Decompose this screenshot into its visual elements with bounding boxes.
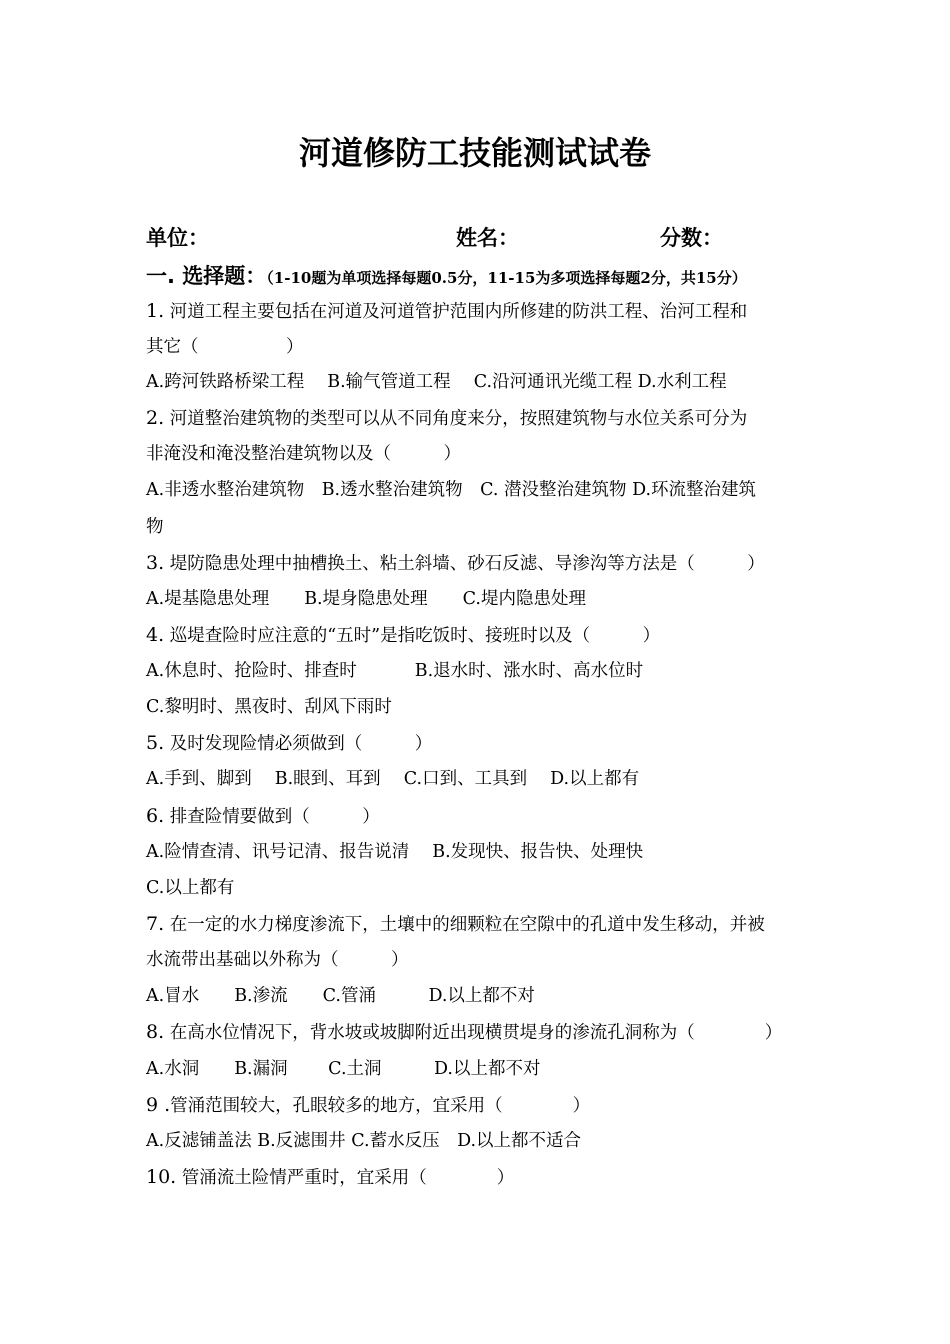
question-options: A.反滤铺盖法 B.反滤围井 C.蓄水反压 D.以上都不适合 (146, 1131, 582, 1151)
question-number: 3. (146, 552, 165, 574)
question-options: A.跨河铁路桥梁工程 B.输气管道工程 C.沿河通讯光缆工程 D.水利工程 (146, 372, 727, 392)
question-1 (146, 298, 747, 325)
question-9 (146, 1092, 590, 1119)
question-number: 1. (146, 300, 165, 322)
question-text: 在一定的水力梯度渗流下，土壤中的细颗粒在空隙中的孔道中发生移动，并被 (169, 915, 765, 935)
question-text: 在高水位情况下，背水坡或坡脚附近出现横贯堤身的渗流孔洞称为（ ） (169, 1023, 783, 1043)
question-number: 6. (146, 805, 165, 827)
question-options: A.堤基隐患处理 B.堤身隐患处理 C.堤内隐患处理 (146, 589, 586, 609)
question-5 (146, 730, 432, 757)
question-options: A.险情查清、讯号记清、报告说清 B.发现快、报告快、处理快 (146, 842, 644, 862)
question-7 (146, 911, 765, 938)
question-options: A.非透水整治建筑物 B.透水整治建筑物 C. 潜没整治建筑物 D.环流整治建筑 (146, 480, 757, 500)
question-options: A.水洞 B.漏洞 C.土洞 D.以上都不对 (146, 1059, 541, 1079)
question-8 (146, 1019, 782, 1046)
question-number: 8. (146, 1021, 165, 1043)
question-number: 9 . (146, 1094, 171, 1116)
question-options-cont: C.黎明时、黑夜时、刮风下雨时 (146, 697, 392, 717)
section-heading-row (146, 260, 747, 290)
question-text: 排查险情要做到（ ） (169, 807, 380, 827)
page-title: 河道修防工技能测试试卷 (298, 134, 651, 172)
question-number: 10. (146, 1166, 177, 1188)
question-text: 管涌流土险情严重时，宜采用（ ） (181, 1168, 515, 1188)
unit-label: 单位： (146, 226, 209, 250)
question-2 (146, 405, 747, 432)
question-options-cont: C.以上都有 (146, 878, 235, 898)
question-options: A.休息时、抢险时、排查时 B.退水时、涨水时、高水位时 (146, 661, 644, 681)
question-text: 巡堤查险时应注意的“五时”是指吃饭时、接班时以及（ ） (169, 626, 661, 646)
section-note: （1-10题为单项选择每题0.5分，11-15为多项选择每题2分，共15分） (266, 269, 747, 287)
question-number: 7. (146, 913, 165, 935)
section-heading: 一. 选择题： (146, 264, 267, 288)
question-text: 河道整治建筑物的类型可以从不同角度来分，按照建筑物与水位关系可分为 (169, 409, 748, 429)
question-text: 河道工程主要包括在河道及河道管护范围内所修建的防洪工程、治河工程和 (169, 302, 748, 322)
question-text: 及时发现险情必须做到（ ） (169, 734, 433, 754)
question-number: 2. (146, 407, 165, 429)
question-number: 4. (146, 624, 165, 646)
question-3 (146, 550, 765, 577)
question-text: 管涌范围较大，孔眼较多的地方，宜采用（ ） (170, 1096, 591, 1116)
question-6 (146, 803, 380, 830)
question-4 (146, 622, 660, 649)
question-text-cont: 非淹没和淹没整治建筑物以及（ ） (146, 444, 461, 464)
question-options: A.手到、脚到 B.眼到、耳到 C.口到、工具到 D.以上都有 (146, 769, 640, 789)
question-text-cont: 水流带出基础以外称为（ ） (146, 950, 409, 970)
question-text: 堤防隐患处理中抽槽换土、粘土斜墙、砂石反滤、导渗沟等方法是（ ） (169, 554, 765, 574)
question-text-cont: 其它（ ） (146, 337, 304, 357)
question-10 (146, 1164, 514, 1191)
question-options-cont: 物 (146, 517, 164, 537)
question-number: 5. (146, 732, 165, 754)
name-label: 姓名： (456, 226, 519, 250)
question-options: A.冒水 B.渗流 C.管涌 D.以上都不对 (146, 986, 535, 1006)
score-label: 分数： (660, 226, 723, 250)
